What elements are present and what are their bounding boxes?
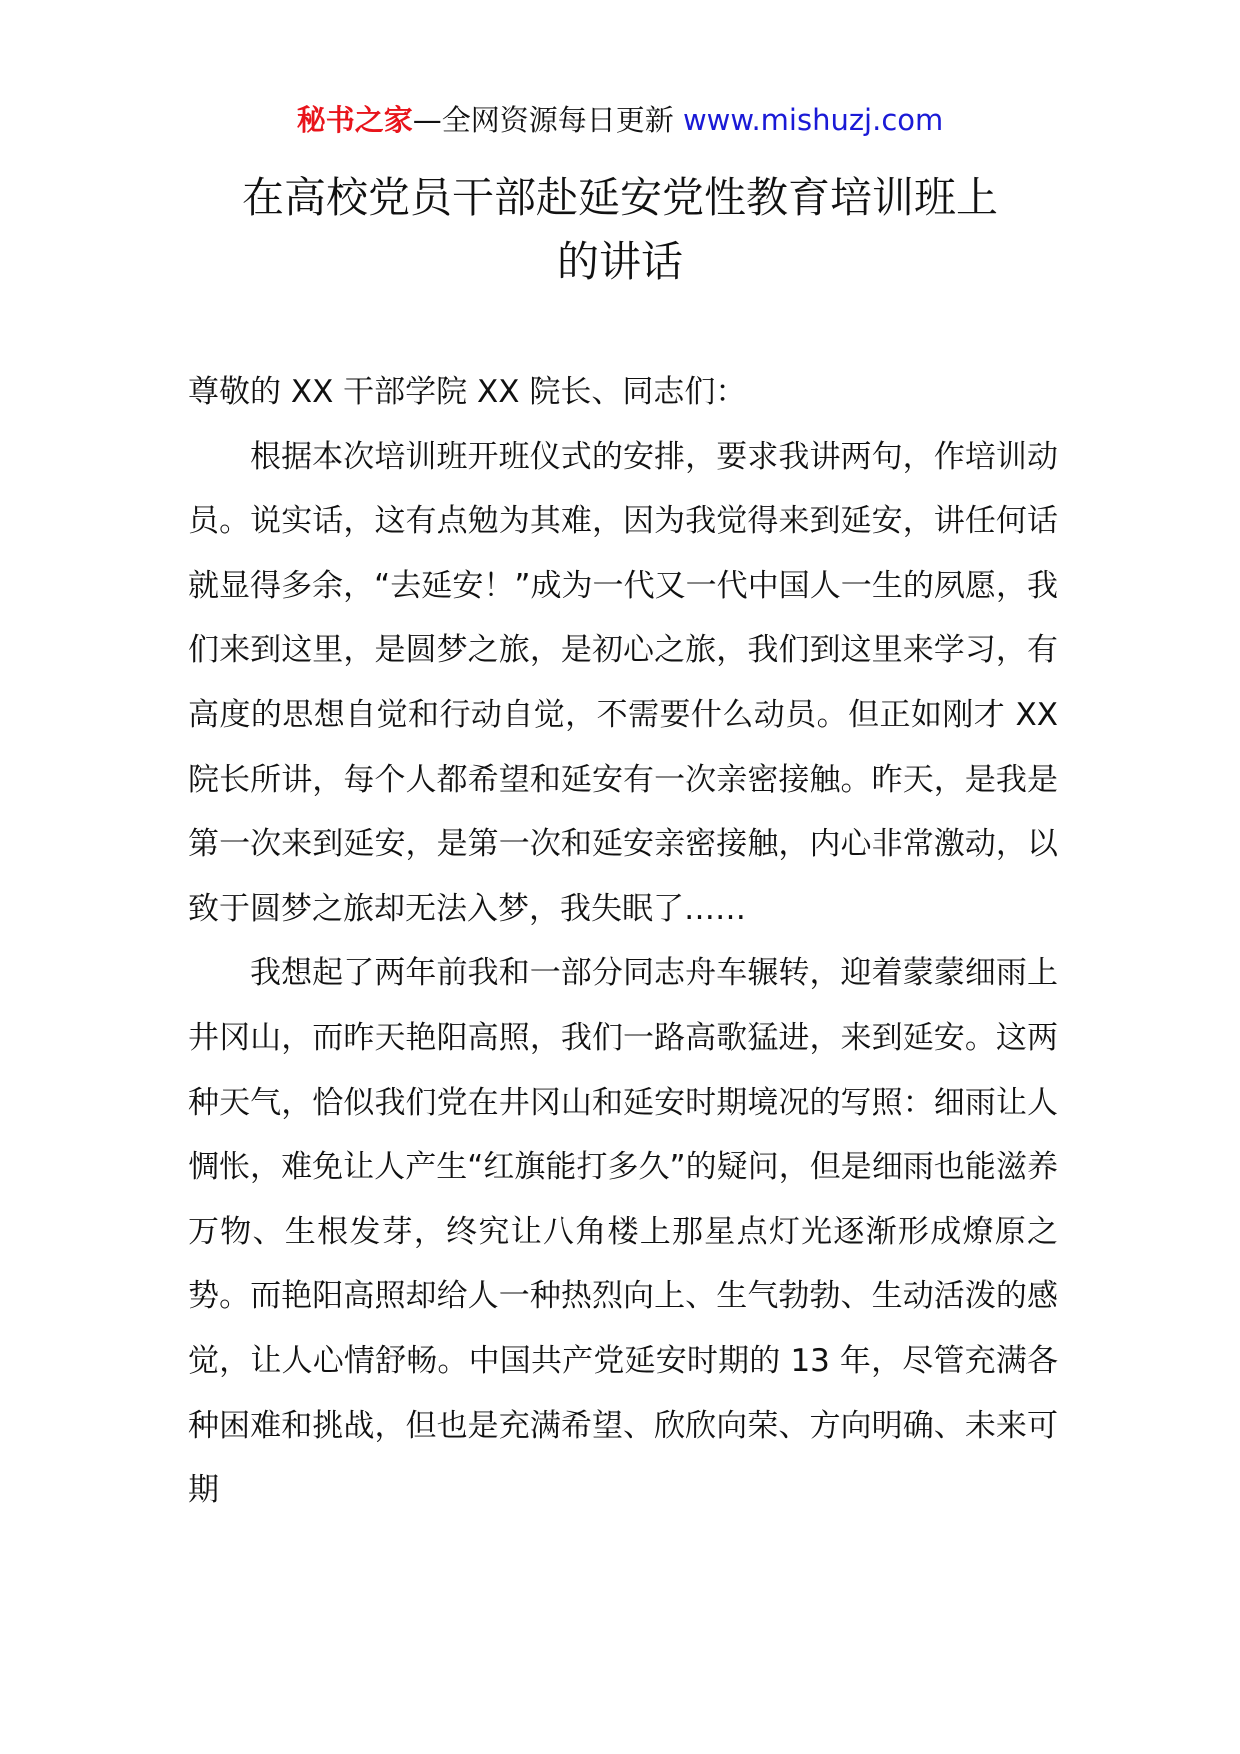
website-link[interactable]: www.mishuzj.com (682, 103, 944, 137)
title-line-2: 的讲话 (556, 237, 683, 286)
paragraph-1: 根据本次培训班开班仪式的安排，要求我讲两句，作培训动员。说实话，这有点勉为其难，因为我觉得来到延安，讲任何话就显得多余，“去延安！”成为一代又一代中国人一生的夙愿，我们来到这里，是圆梦之旅，是初心之旅，我们到这里来学习，有高度的思想自觉和行动自觉，不需要什么动员。但正如刚才 XX 院长所讲，每个人都希望和延安有一次亲密接触。昨天，是我是第一次来到延安，是第一次和延安亲密接触，内心非常激动，以致于圆梦之旅却无法入梦，我失眠了…… (188, 438, 1058, 927)
page-header (0, 100, 1240, 140)
brand-name: 秘书之家 (296, 103, 413, 137)
paragraph-2: 我想起了两年前我和一部分同志舟车辗转，迎着蒙蒙细雨上井冈山，而昨天艳阳高照，我们一路高歌猛进，来到延安。这两种天气，恰似我们党在井冈山和延安时期境况的写照：细雨让人惆怅，难免让人产生“红旗能打多久”的疑问，但是细雨也能滋养万物、生根发芽，终究让八角楼上那星点灯光逐渐形成燎原之势。而艳阳高照却给人一种热烈向上、生气勃勃、生动活泼的感觉，让人心情舒畅。中国共产党延安时期的 13 年，尽管充满各种困难和挑战，但也是充满希望、欣欣向荣、方向明确、未来可期 (188, 955, 1058, 1509)
title-line-1: 在高校党员干部赴延安党性教育培训班上 (241, 173, 998, 222)
document-title (0, 166, 1240, 294)
document-body (188, 360, 1058, 1523)
header-slogan: —全网资源每日更新 (412, 103, 683, 137)
salutation: 尊敬的 XX 干部学院 XX 院长、同志们： (188, 374, 747, 410)
